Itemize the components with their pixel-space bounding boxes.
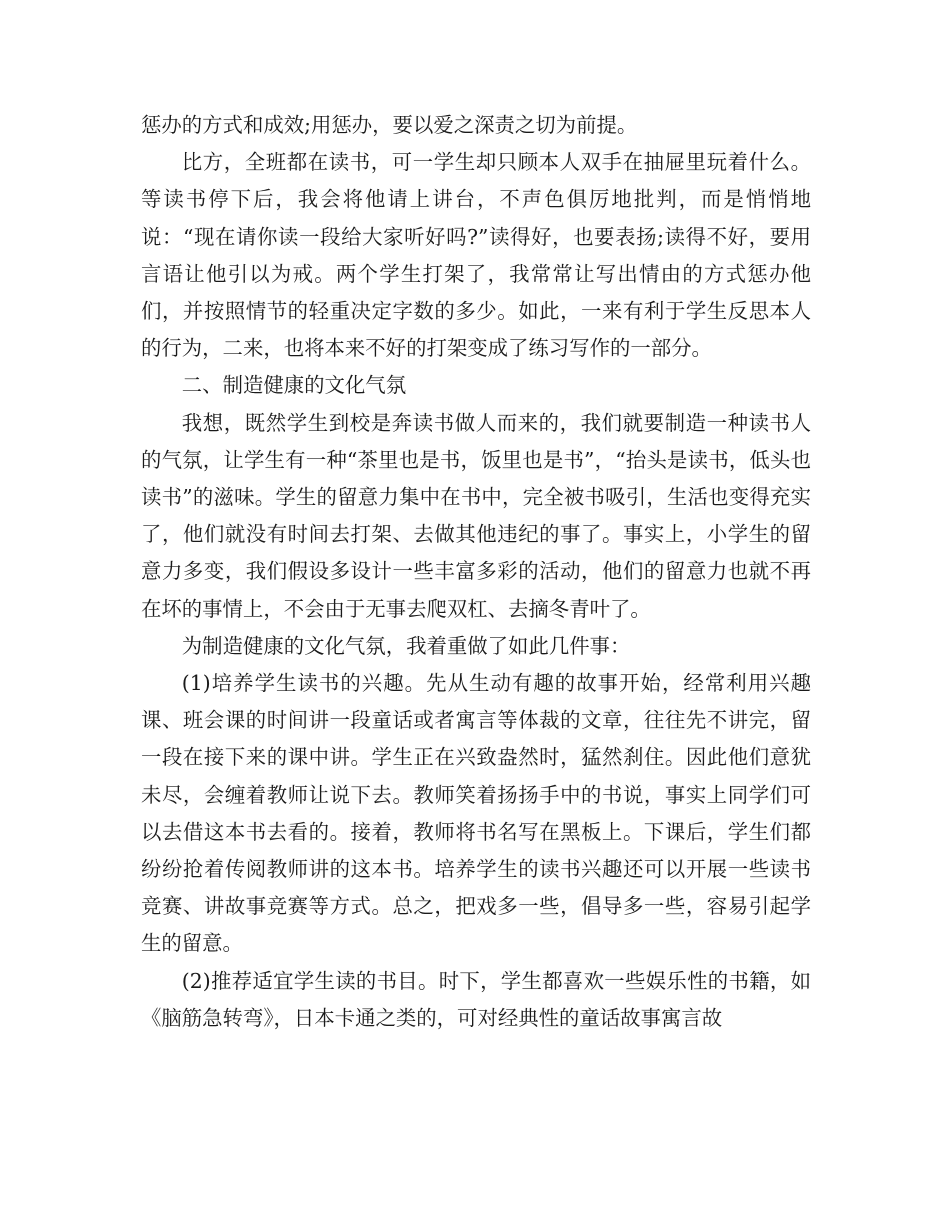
paragraph-3: 我想，既然学生到校是奔读书做人而来的，我们就要制造一种读书人的气氛，让学生有一种“茶里也是书，饭里也是书”，“抬头是读书，低头也读书”的滋味。学生的留意力集中在书中，完全被书吸引，生活也变得充实了，他们就没有时间去打架、去做其他违纪的事了。事实上，小学生的留意力多变，我们假设多设计一些丰富多彩的活动，他们的留意力也就不再在坏的事情上，不会由于无事去爬双杠、去摘冬青叶了。 bbox=[141, 410, 811, 621]
document-body bbox=[141, 107, 811, 1037]
paragraph-4: 为制造健康的文化气氛，我着重做了如此几件事： bbox=[181, 633, 631, 658]
paragraph-5: (1)培养学生读书的兴趣。先从生动有趣的故事开始，经常利用兴趣课、班会课的时间讲一段童话或者寓言等体裁的文章，往往先不讲完，留一段在接下来的课中讲。学生正在兴致盎然时，猛然刹住。因此他们意犹未尽，会缠着教师让说下去。教师笑着扬扬手中的书说，事实上同学们可以去借这本书去看的。接着，教师将书名写在黑板上。下课后，学生们都纷纷抢着传阅教师讲的这本书。培养学生的读书兴趣还可以开展一些读书竞赛、讲故事竞赛等方式。总之，把戏多一些，倡导多一些，容易引起学生的留意。 bbox=[141, 671, 811, 956]
paragraph-1: 惩办的方式和成效;用惩办，要以爱之深责之切为前提。 bbox=[141, 113, 638, 137]
paragraph-6: (2)推荐适宜学生读的书目。时下，学生都喜欢一些娱乐性的书籍，如《脑筋急转弯》，日本卡通之类的，可对经典性的童话故事寓言故 bbox=[141, 968, 811, 1030]
section-heading: 二、制造健康的文化气氛 bbox=[181, 373, 407, 398]
paragraph-2: 比方，全班都在读书，可一学生却只顾本人双手在抽屉里玩着什么。等读书停下后，我会将他请上讲台，不声色俱厉地批判，而是悄悄地说：“现在请你读一段给大家听好吗?”读得好，也要表扬;读得不好，要用言语让他引以为戒。两个学生打架了，我常常让写出情由的方式惩办他们，并按照情节的轻重决定字数的多少。如此，一来有利于学生反思本人的行为，二来，也将本来不好的打架变成了练习写作的一部分。 bbox=[141, 150, 811, 361]
